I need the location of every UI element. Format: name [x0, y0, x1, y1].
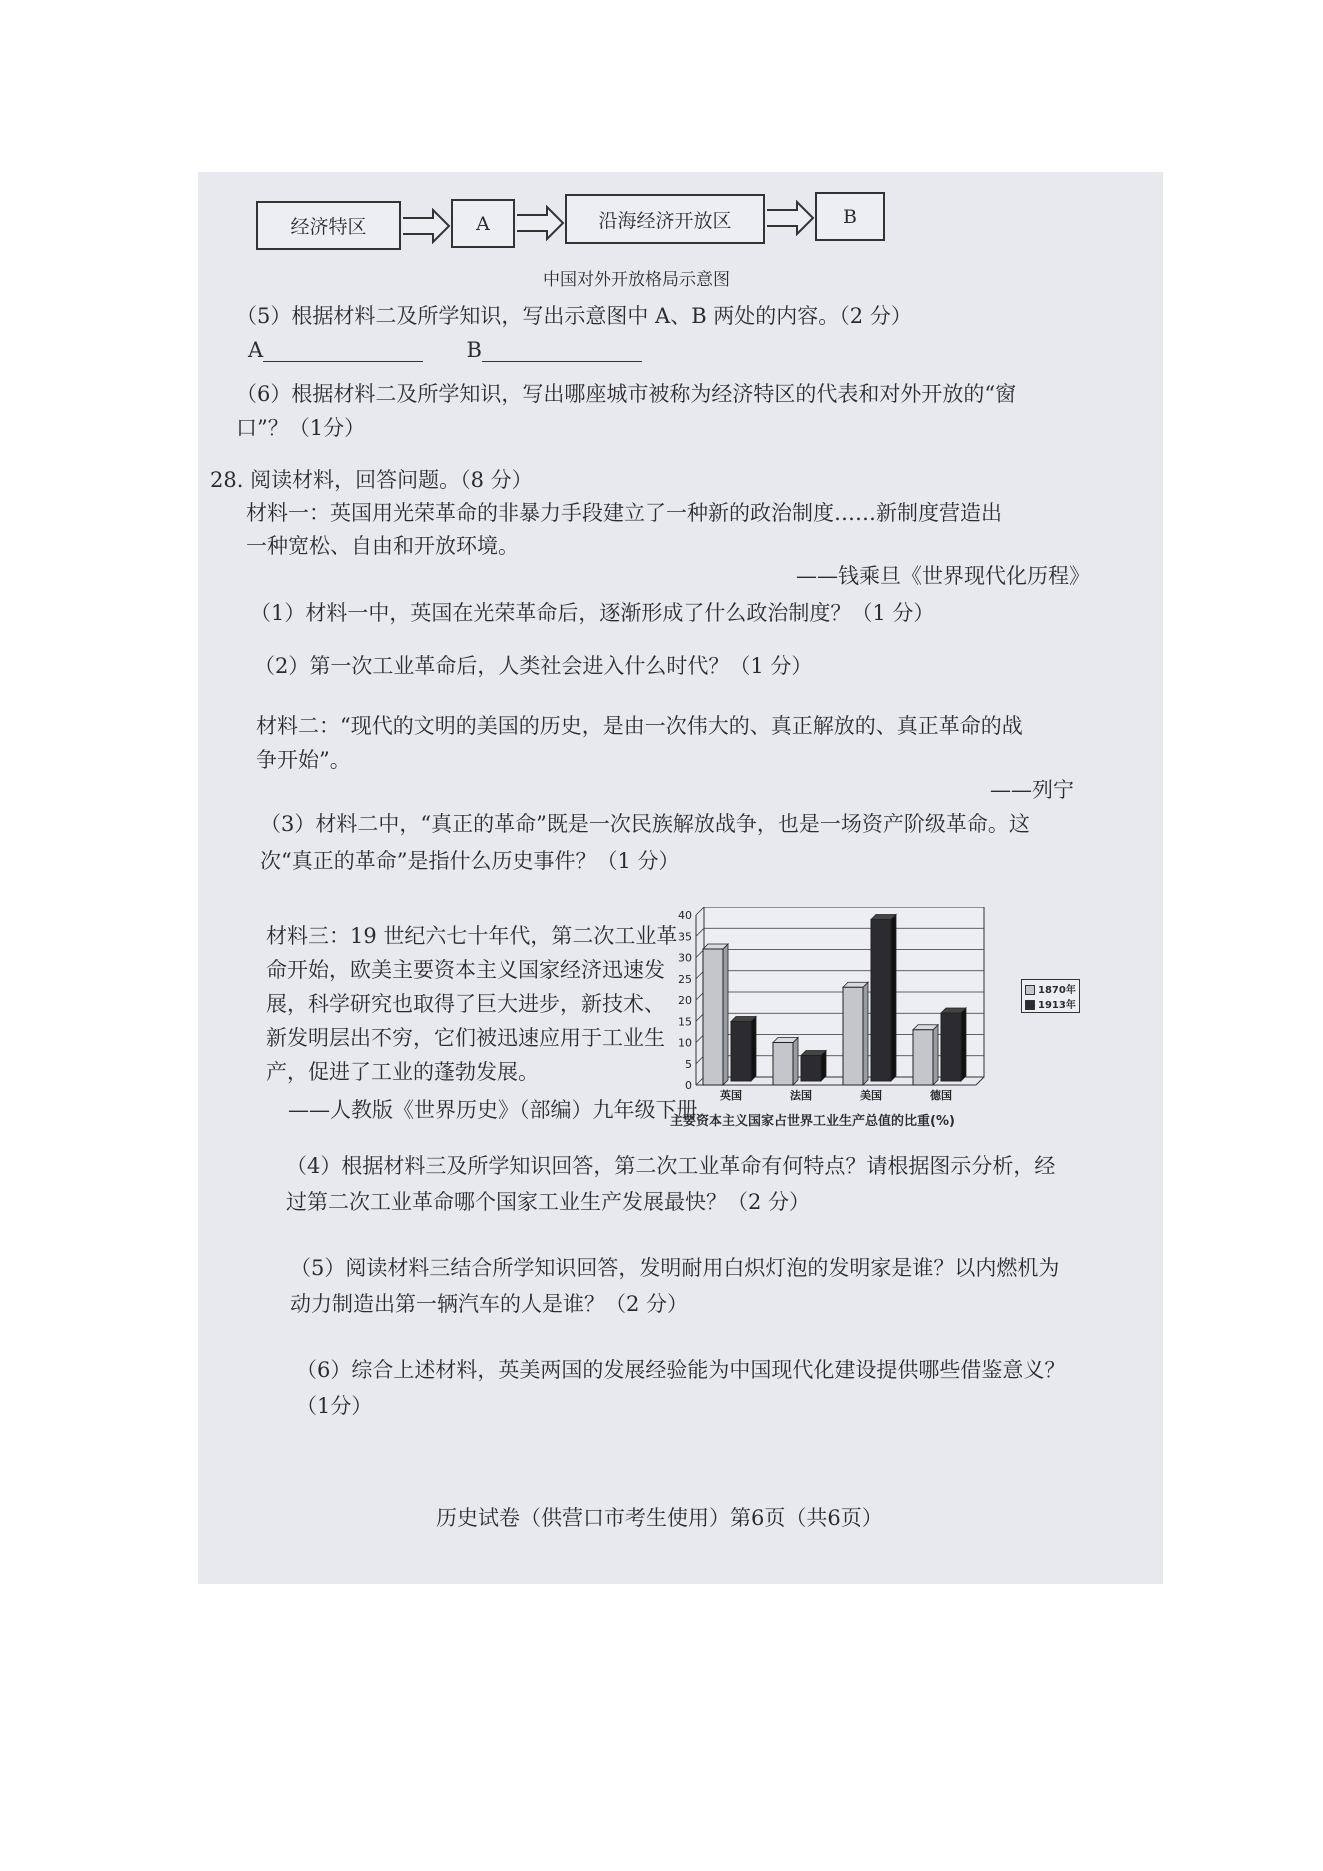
bar-英国-1913年	[731, 1022, 751, 1082]
bar-top	[703, 944, 728, 949]
blank-a-line[interactable]	[263, 341, 423, 362]
bar-top	[731, 1017, 756, 1022]
bar-德国-1870年	[913, 1030, 933, 1085]
bar-top	[801, 1051, 826, 1056]
q28-q3-line2: 次“真正的革命”是指什么历史事件？（1 分）	[260, 849, 680, 873]
blank-b-line[interactable]	[482, 341, 642, 362]
q28-m3-line4: 新发明层出不穷，它们被迅速应用于工业生	[266, 1026, 665, 1050]
y-tick-label: 35	[678, 930, 692, 944]
q27-5-blanks	[248, 338, 642, 362]
gridline-depth	[696, 928, 704, 936]
chart-title: 主要资本主义国家占世界工业生产总值的比重(%)	[670, 1114, 955, 1129]
bar-side	[723, 944, 728, 1085]
bar-德国-1913年	[941, 1013, 961, 1081]
bar-top	[871, 915, 896, 920]
x-tick-label: 英国	[720, 1089, 742, 1102]
x-axis-depth	[976, 1077, 984, 1085]
q28-m1-line2: 一种宽松、自由和开放环境。	[246, 534, 519, 558]
q28-q5-line1: （5）阅读材料三结合所学知识回答，发明耐用白炽灯泡的发明家是谁？以内燃机为	[290, 1256, 1060, 1280]
q28-m1-source: ——钱乘旦《世界现代化历程》	[796, 564, 1090, 588]
q28-m3-line3: 展，科学研究也取得了巨大进步，新技术、	[266, 992, 665, 1016]
page-footer: 历史试卷（供营口市考生使用）第6页（共6页）	[436, 1506, 883, 1530]
exam-page	[198, 172, 1163, 1584]
q28-m2-line2: 争开始”。	[256, 748, 351, 772]
y-tick-label: 0	[685, 1079, 692, 1092]
bar-top	[941, 1008, 966, 1013]
flow-box-coastal: 沿海经济开放区	[565, 194, 765, 244]
legend-item-1870: 1870年	[1025, 981, 1076, 996]
flow-arrow-1	[401, 208, 451, 244]
bar-top	[843, 982, 868, 987]
gridline-depth	[696, 907, 704, 915]
q28-q5-line2: 动力制造出第一辆汽车的人是谁？（2 分）	[290, 1292, 689, 1316]
q28-q6-line2: （1分）	[296, 1394, 373, 1418]
flow-box-b: B	[815, 192, 885, 241]
q28-header: 28. 阅读材料，回答问题。（8 分）	[210, 468, 533, 492]
bar-top	[913, 1025, 938, 1030]
y-tick-label: 25	[678, 972, 692, 986]
y-tick-label: 15	[678, 1015, 692, 1029]
x-tick-label: 法国	[790, 1089, 812, 1102]
flow-arrow-3	[765, 200, 815, 236]
x-tick-label: 德国	[930, 1089, 952, 1102]
q28-m2-source: ——列宁	[990, 778, 1074, 802]
q28-q6-line1: （6）综合上述材料，英美两国的发展经验能为中国现代化建设提供哪些借鉴意义？	[296, 1358, 1066, 1382]
q28-q2: （2）第一次工业革命后，人类社会进入什么时代？（1 分）	[254, 654, 813, 678]
q28-m3-line5: 产，促进了工业的蓬勃发展。	[266, 1060, 539, 1084]
legend-item-1913: 1913年	[1025, 996, 1076, 1011]
flow-arrow-2	[515, 205, 565, 241]
q28-q3-line1: （3）材料二中，“真正的革命”既是一次民族解放战争，也是一场资产阶级革命。这	[260, 812, 1030, 836]
q28-q1: （1）材料一中，英国在光荣革命后，逐渐形成了什么政治制度？（1 分）	[250, 601, 935, 625]
y-tick-label: 40	[678, 909, 692, 922]
y-tick-label: 30	[678, 951, 692, 965]
blank-b-label: B	[466, 338, 482, 362]
bar-side	[863, 982, 868, 1085]
q27-6-line1: （6）根据材料二及所学知识，写出哪座城市被称为经济特区的代表和对外开放的“窗	[236, 382, 1017, 406]
bar-美国-1870年	[843, 987, 863, 1085]
flow-box-a: A	[451, 199, 515, 248]
q28-q4-line2: 过第二次工业革命哪个国家工业生产发展最快？（2 分）	[286, 1190, 811, 1214]
q27-5: （5）根据材料二及所学知识，写出示意图中 A、B 两处的内容。（2 分）	[236, 304, 912, 328]
bar-法国-1913年	[801, 1056, 821, 1082]
industry-share-chart	[666, 907, 996, 1107]
bar-side	[751, 1017, 756, 1082]
blank-a-label: A	[248, 338, 264, 362]
bar-美国-1913年	[871, 920, 891, 1082]
flow-box-sez: 经济特区	[256, 201, 401, 250]
bar-side	[961, 1008, 966, 1081]
q28-m1-line1: 材料一：英国用光荣革命的非暴力手段建立了一种新的政治制度……新制度营造出	[246, 501, 1002, 525]
y-tick-label: 5	[685, 1057, 692, 1071]
bar-英国-1870年	[703, 949, 723, 1085]
x-tick-label: 美国	[860, 1089, 882, 1102]
q28-m2-line1: 材料二：“现代的文明的美国的历史，是由一次伟大的、真正解放的、真正革命的战	[256, 714, 1023, 738]
q28-m3-line1: 材料三：19 世纪六七十年代，第二次工业革	[266, 924, 678, 948]
q28-q4-line1: （4）根据材料三及所学知识回答，第二次工业革命有何特点？请根据图示分析，经	[286, 1154, 1056, 1178]
bar-side	[891, 915, 896, 1082]
y-tick-label: 10	[678, 1036, 692, 1050]
flowchart-caption: 中国对外开放格局示意图	[543, 270, 730, 290]
q27-6-line2: 口”？（1分）	[236, 416, 366, 440]
chart-legend	[1021, 979, 1080, 1013]
bar-side	[793, 1038, 798, 1086]
q28-m3-source: ——人教版《世界历史》（部编）九年级下册	[288, 1098, 698, 1122]
bar-top	[773, 1038, 798, 1043]
y-tick-label: 20	[678, 994, 692, 1007]
q28-m3-line2: 命开始，欧美主要资本主义国家经济迅速发	[266, 958, 665, 982]
bar-法国-1870年	[773, 1043, 793, 1086]
bar-side	[933, 1025, 938, 1085]
